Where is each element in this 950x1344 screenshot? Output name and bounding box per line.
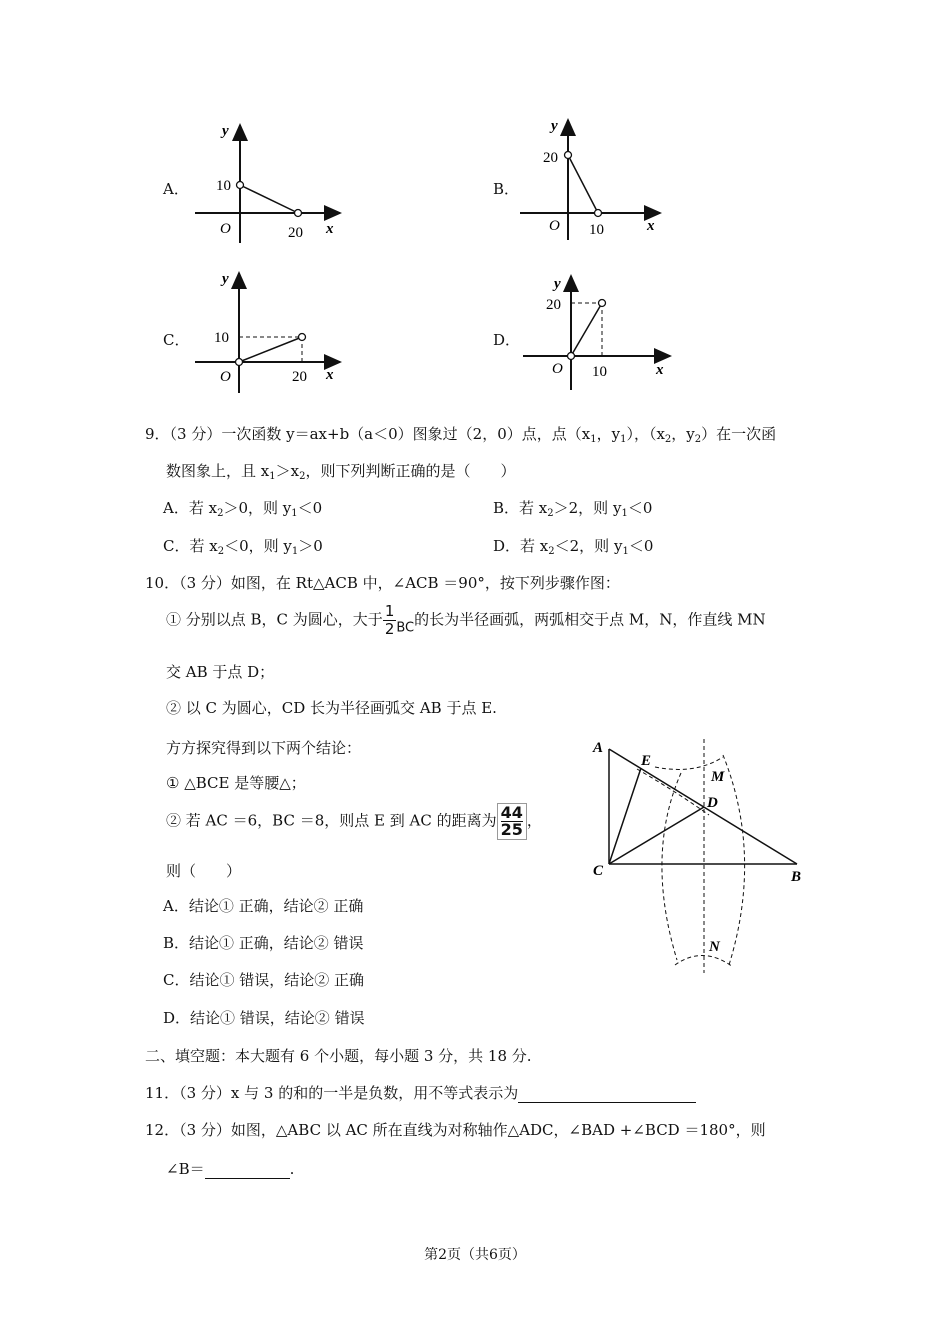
q9-option-c[interactable]: C．若 $x_2<0$，则 $y_1>0$ <box>163 537 323 557</box>
q10-step1: ① 分别以点 B，C 为圆心，大于 $\frac{1}{2}$ BC的长为半径画弧，两弧相交于点 M，N，作直线 MN <box>166 602 766 638</box>
q10-option-d[interactable]: D．结论① 错误，结论② 错误 <box>163 1009 365 1027</box>
q10-intro: 方方探究得到以下两个结论： <box>166 739 362 757</box>
graph-option-b <box>515 112 685 242</box>
q10-conclusion1: ① △BCE 是等腰△； <box>166 774 306 792</box>
y-label: y <box>551 118 558 134</box>
open-point <box>568 353 575 360</box>
point-c-label: C <box>593 863 604 879</box>
q12-line2: ∠B＝ . <box>166 1160 295 1178</box>
q10-conclusion2: ② 若 AC ＝6，BC ＝8，则点 E 到 AC 的距离为 $\frac{44}{25}$ ， <box>166 803 542 839</box>
open-point <box>599 300 606 307</box>
option-b-label: B． <box>493 180 520 198</box>
open-point <box>299 334 306 341</box>
segment-cd <box>609 807 704 864</box>
x-tick-label: 20 <box>288 225 303 241</box>
q10-step2: ② 以 C 为圆心，CD 长为半径画弧交 AB 于点 E. <box>166 699 497 717</box>
y-tick-label: 20 <box>543 150 558 166</box>
open-point <box>237 182 244 189</box>
option-d-label: D． <box>493 331 521 349</box>
x-tick-label: 10 <box>589 222 604 238</box>
open-point <box>295 210 302 217</box>
y-tick-label: 20 <box>546 297 561 313</box>
x-label: x <box>326 367 334 383</box>
arc-from-b <box>662 773 681 960</box>
y-tick-label: 10 <box>214 330 229 346</box>
point-d-label: D <box>707 795 718 811</box>
x-tick-label: 10 <box>592 364 607 380</box>
arc-from-c <box>723 755 745 965</box>
page-footer: 第2页（共6页） <box>424 1247 526 1263</box>
q9-option-b[interactable]: B．若 $x_2>2$，则 $y_1<0$ <box>493 499 653 519</box>
open-point <box>236 359 243 366</box>
q10-then: 则（ ） <box>166 862 242 880</box>
q12-line1: 12．（3 分）如图，△ABC 以 AC 所在直线为对称轴作△ADC，∠BAD +∠BCD ＝180°，则 <box>145 1121 766 1139</box>
y-label: y <box>222 271 229 287</box>
origin-label: O <box>220 369 231 385</box>
arc-small <box>655 757 723 769</box>
graph-line <box>240 185 298 213</box>
point-a-label: A <box>593 740 604 756</box>
y-tick-label: 10 <box>216 178 231 194</box>
y-label: y <box>222 123 229 139</box>
point-m-label: M <box>711 769 725 785</box>
graph-option-d <box>518 270 688 400</box>
q10-line1: 10．（3 分）如图，在 Rt△ACB 中，∠ACB ＝90°，按下列步骤作图： <box>145 574 620 592</box>
y-label: y <box>554 276 561 292</box>
q9-option-d[interactable]: D．若 $x_2<2$，则 $y_1<0$ <box>493 537 654 557</box>
q10-option-b[interactable]: B．结论① 正确，结论② 错误 <box>163 934 364 952</box>
segment-ce <box>609 768 641 864</box>
answer-blank[interactable] <box>205 1164 290 1179</box>
open-point <box>565 152 572 159</box>
graph-option-a <box>190 115 360 245</box>
section-2-heading: 二、填空题：本大题有 6 个小题，每小题 3 分，共 18 分. <box>145 1047 532 1065</box>
open-point <box>595 210 602 217</box>
graph-line <box>571 303 602 356</box>
option-c-label: C． <box>163 331 190 349</box>
option-a-label: A． <box>163 180 189 198</box>
q10-construction-figure <box>585 735 815 975</box>
point-b-label: B <box>791 869 802 885</box>
arc-cd <box>637 769 709 815</box>
origin-label: O <box>549 218 560 234</box>
x-label: x <box>656 362 664 378</box>
q10-option-a[interactable]: A．结论① 正确，结论② 正确 <box>163 897 364 915</box>
q10-option-c[interactable]: C．结论① 错误，结论② 正确 <box>163 971 365 989</box>
answer-blank[interactable] <box>518 1088 696 1103</box>
q9-option-a[interactable]: A．若 $x_2>0$，则 $y_1<0$ <box>163 499 323 519</box>
origin-label: O <box>552 361 563 377</box>
graph-line <box>239 337 302 362</box>
q11: 11．（3 分）x 与 3 的和的一半是负数，用不等式表示为 <box>145 1082 696 1103</box>
fraction-half: $\frac{1}{2}$ <box>384 602 395 638</box>
point-n-label: N <box>709 939 720 955</box>
graph-line <box>568 155 598 213</box>
graph-option-c <box>190 265 360 395</box>
q10-step1-line2: 交 AB 于点 D； <box>166 663 275 681</box>
q9-line1: 9．（3 分）一次函数 y＝ax+b（a＜0）图象过（2，0）点，点（$x_1$，$y_1$），（$x_2$，$y_2$）在一次函 <box>145 425 777 445</box>
fraction-44-25: $\frac{44}{25}$ <box>497 803 527 840</box>
q9-line2: 数图象上，且 $x_1>x_2$，则下列判断正确的是（ ） <box>166 462 516 482</box>
x-tick-label: 20 <box>292 369 307 385</box>
x-label: x <box>647 218 655 234</box>
origin-label: O <box>220 221 231 237</box>
point-e-label: E <box>641 753 652 769</box>
x-label: x <box>326 221 334 237</box>
